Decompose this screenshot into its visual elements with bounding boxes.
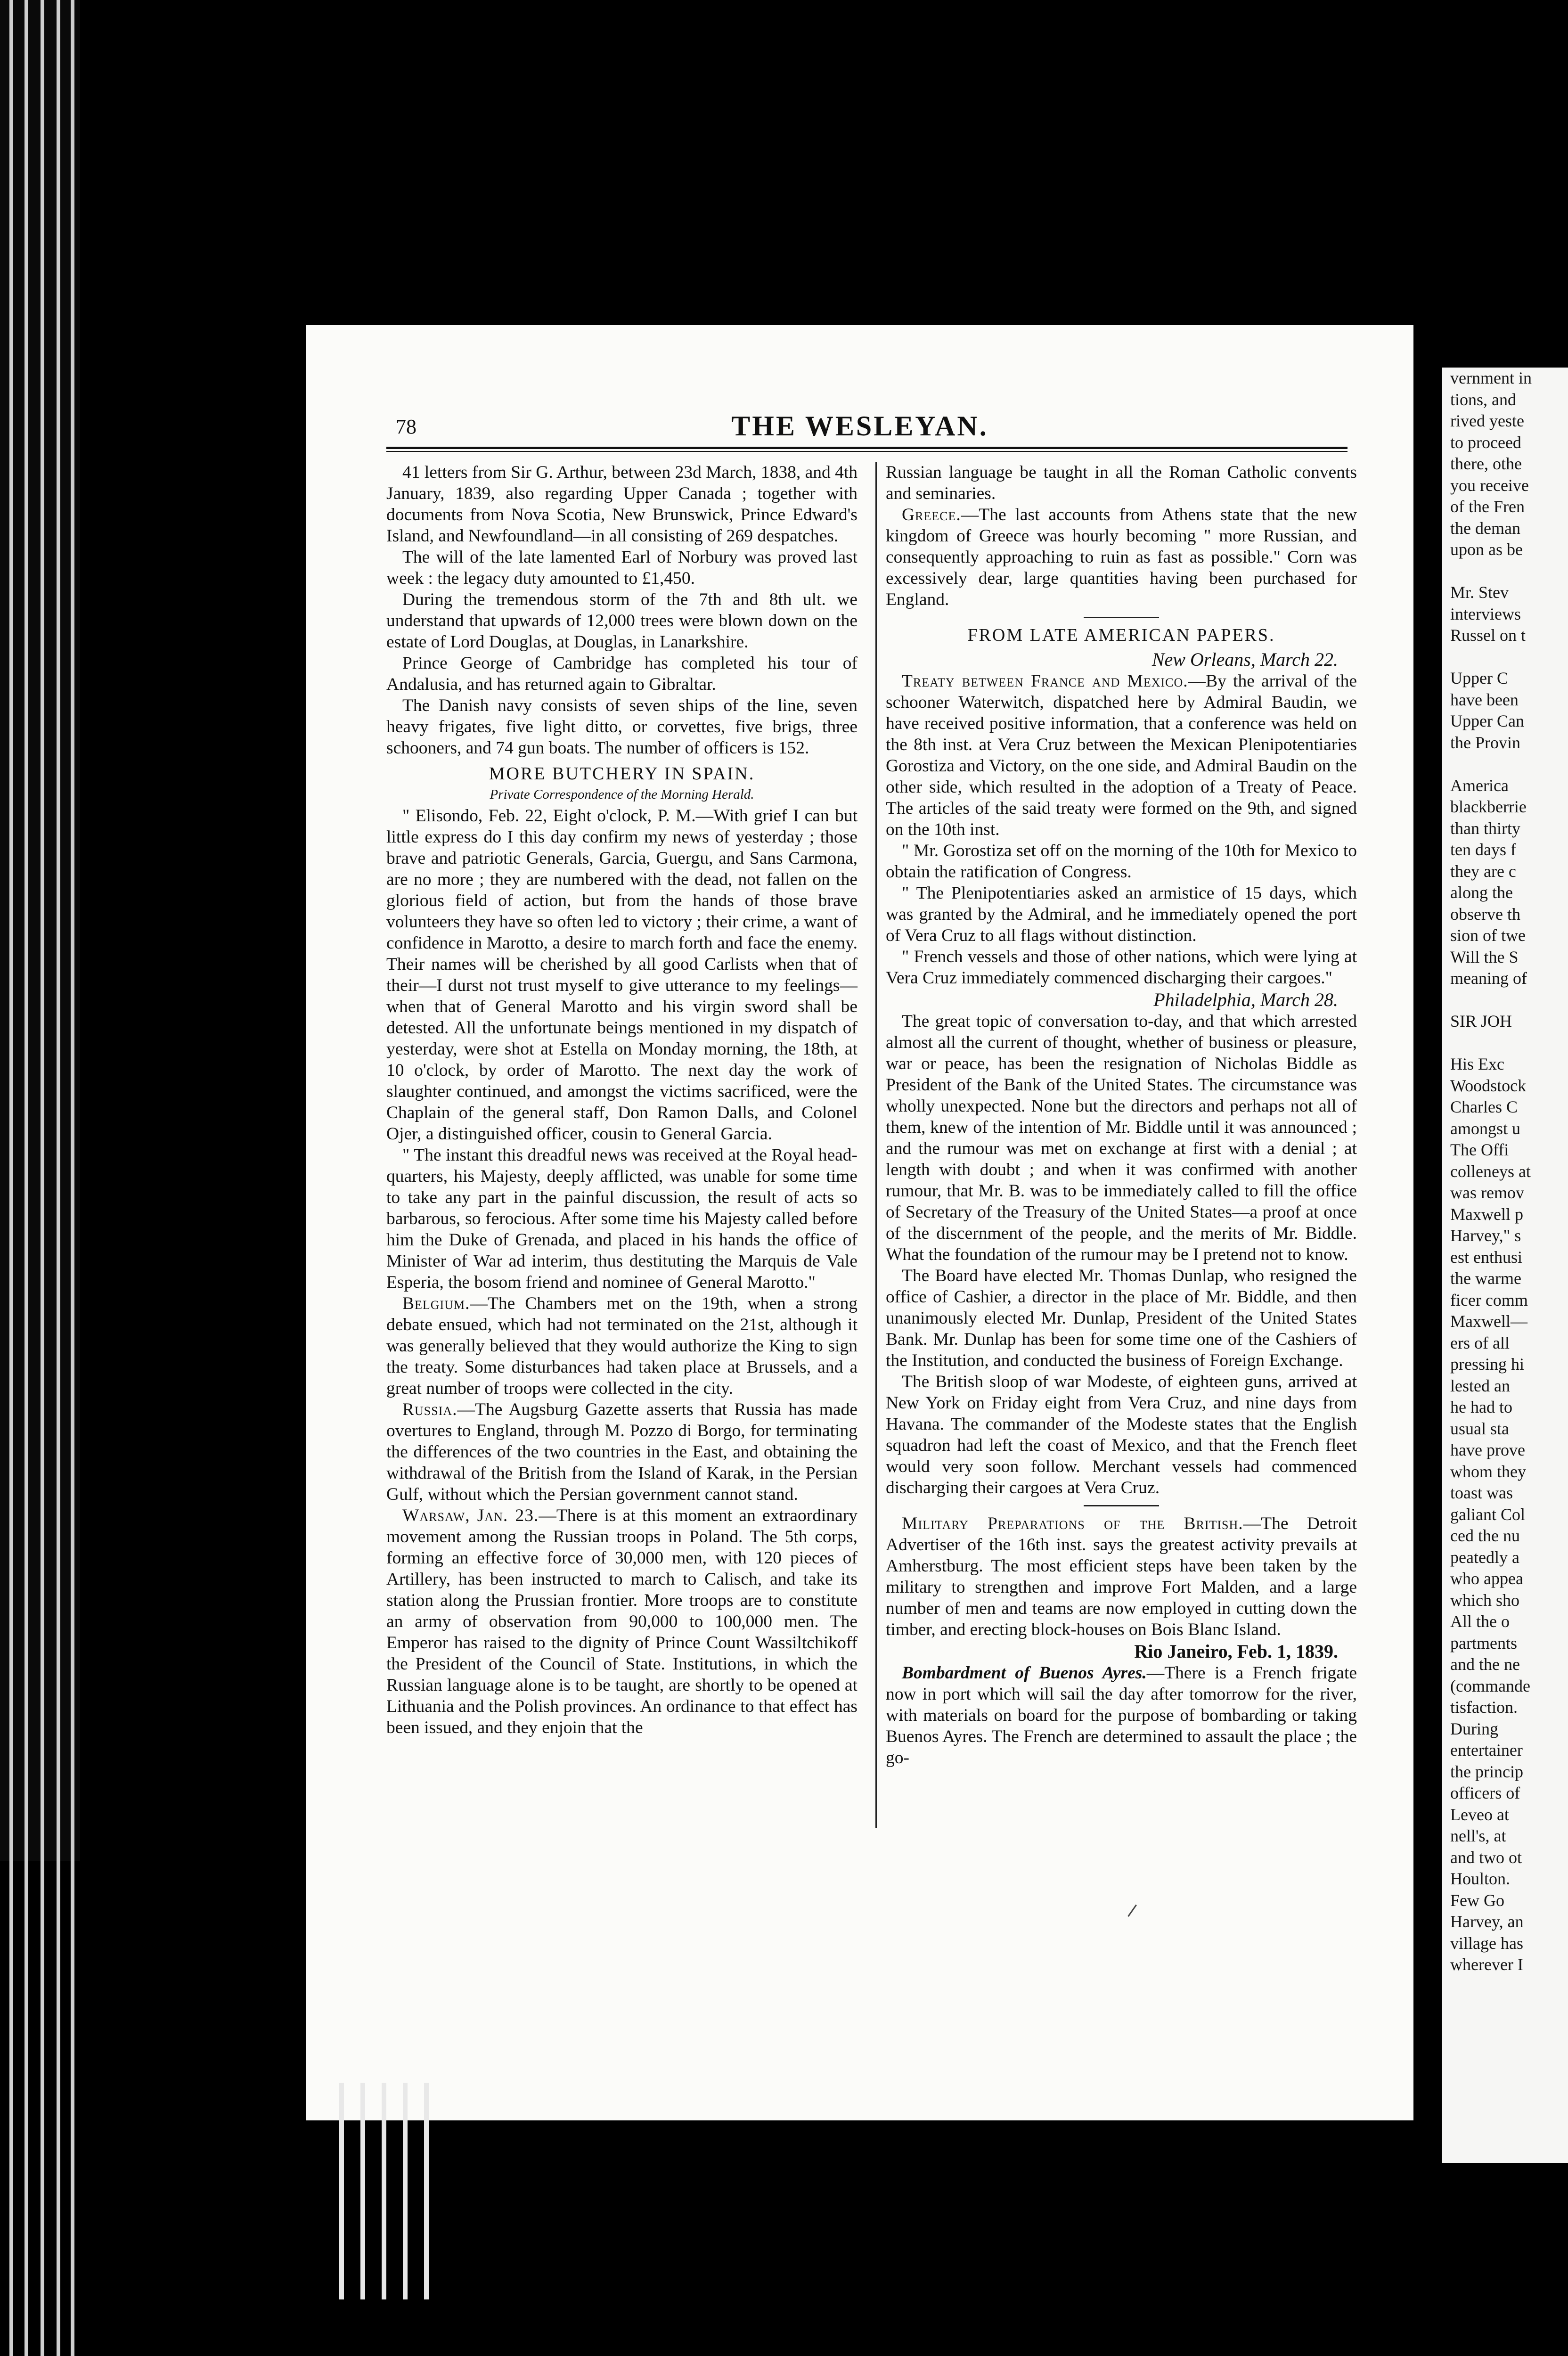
adjacent-page-line: the princip	[1450, 1762, 1523, 1781]
section-heading: FROM LATE AMERICAN PAPERS.	[967, 625, 1275, 645]
column-divider	[875, 462, 877, 1828]
adjacent-page-line: America	[1450, 776, 1509, 795]
adjacent-page-line: peatedly a	[1450, 1547, 1519, 1567]
adjacent-page-line: was remov	[1450, 1183, 1524, 1202]
adjacent-page-line: entertainer	[1450, 1741, 1523, 1759]
adjacent-page-edge-left	[0, 0, 80, 1861]
paragraph-lead: Russia.	[402, 1400, 457, 1419]
adjacent-page-line: partments	[1450, 1633, 1517, 1652]
adjacent-page-line: est enthusi	[1450, 1247, 1522, 1267]
adjacent-page-line: vernment in	[1450, 368, 1532, 387]
adjacent-page-line: who appea	[1450, 1569, 1523, 1588]
pencil-mark	[1127, 1905, 1143, 1922]
adjacent-page-line	[1442, 561, 1568, 582]
paragraph-text: —The Detroit Advertiser of the 16th inst. says the greatest activity prevails at Amherstburg. The most efficient steps have been taken by the military to strengthen and improve Fort Malden, and a large number of men and teams are now employed in cutting down the timber, and erecting block-houses on Bois Blanc Island.	[886, 1514, 1357, 1639]
paragraph-lead: Belgium.	[402, 1294, 470, 1313]
paragraph-lead: Treaty between France and Mexico.	[902, 671, 1188, 691]
paragraph-lead: Greece.	[902, 505, 961, 524]
paragraph-text: —By the arrival of the schooner Waterwitch, dispatched here by Admiral Baudin, we have received positive information, that a conference was held on the 8th inst. at Vera Cruz between the Mexican Plenipotentiaries Gorostiza and Victory, on the one side, and Admiral Baudin on the other side, which resulted in the adoption of a Treaty of Peace. The articles of the said treaty were formed on the 9th, and signed on the 10th inst.	[886, 671, 1357, 839]
adjacent-page-line: Russel on t	[1450, 626, 1526, 645]
paragraph-lead: Military Preparations of the British.	[902, 1514, 1243, 1533]
adjacent-page-line: Maxwell—	[1450, 1312, 1527, 1331]
masthead: THE WESLEYAN.	[731, 410, 988, 442]
section-heading: MORE BUTCHERY IN SPAIN.	[489, 764, 755, 784]
adjacent-page-text	[1442, 368, 1568, 1976]
article-paragraph	[386, 1293, 858, 1399]
dateline: New Orleans, March 22.	[1152, 649, 1338, 670]
adjacent-page-line: Few Go	[1450, 1890, 1504, 1910]
article-paragraph: The will of the late lamented Earl of Norbury was proved last week : the legacy duty amounted to £1,450.	[386, 548, 858, 588]
adjacent-page-line: ced the nu	[1450, 1526, 1520, 1545]
paragraph-text: —There is at this moment an extraordinary movement among the Russian troops in Poland. The 5th corps, forming an effective force of 30,000 men, with 120 pieces of Artillery, has been instructed to march to Calisch, and take its station along the Prussian frontier. More troops are to constitute an army of observation from 90,000 to 100,000 men. The Emperor has raised to the dignity of Prince Count Wassiltchikoff the President of the Council of State. Institutions, in which the Russian language alone is to be taught, are shortly to be opened at Lithuania and the Polish provinces. An ordinance to that effect has been issued, and they enjoin that the	[386, 1506, 858, 1737]
adjacent-page-line: observe th	[1450, 904, 1520, 924]
adjacent-page-line: Woodstock	[1450, 1076, 1527, 1095]
adjacent-page-line: than thirty	[1450, 818, 1520, 838]
adjacent-page-line: (commande	[1450, 1676, 1530, 1695]
adjacent-page-line: the deman	[1450, 518, 1520, 538]
adjacent-page-line	[1442, 646, 1568, 668]
adjacent-page-line: nell's, at	[1450, 1826, 1506, 1845]
adjacent-page-line	[1442, 753, 1568, 775]
adjacent-page-line: sion of twe	[1450, 926, 1526, 945]
paragraph-text: —The Chambers met on the 19th, when a strong debate ensued, which had not terminated on the 21st, although it was generally believed that they would authorize the King to sign the treaty. Some disturbances had taken place at Brussels, and a great number of troops were collected in the city.	[386, 1294, 858, 1398]
paragraph-lead: Bombardment of Buenos Ayres.	[902, 1663, 1147, 1683]
adjacent-page-line: All the o	[1450, 1612, 1510, 1631]
dateline: Philadelphia, March 28.	[1153, 989, 1338, 1010]
adjacent-page-line: usual sta	[1450, 1419, 1509, 1438]
adjacent-page-line: which sho	[1450, 1590, 1519, 1610]
article-paragraph	[386, 1399, 858, 1505]
adjacent-page-line: have been	[1450, 690, 1519, 709]
adjacent-page-line: His Exc	[1450, 1055, 1504, 1073]
article-paragraph: The British sloop of war Modeste, of eighteen guns, arrived at New York on Friday eight from Vera Cruz, and nine days from Havana. The commander of the Modeste states that the English squadron had left the coast of Mexico, and that the French fleet would very soon follow. Merchant vessels had commenced discharging their cargoes at Vera Cruz.	[886, 1372, 1357, 1497]
adjacent-page-line: upon as be	[1450, 540, 1523, 559]
adjacent-page-line: Harvey," s	[1450, 1226, 1521, 1245]
adjacent-page-line: there, othe	[1450, 454, 1522, 473]
adjacent-page-line: wherever I	[1450, 1955, 1523, 1974]
article-paragraph: " French vessels and those of other nations, which were lying at Vera Cruz immediately commenced discharging their cargoes."	[886, 947, 1357, 988]
adjacent-page-line: along the	[1450, 883, 1513, 902]
adjacent-page-line: they are c	[1450, 861, 1516, 881]
article-paragraph	[886, 671, 1357, 840]
adjacent-page-line: Leveo at	[1450, 1805, 1509, 1824]
adjacent-page-line: Mr. Stev	[1450, 583, 1509, 602]
adjacent-page-line: and two ot	[1450, 1848, 1522, 1867]
adjacent-page-line: whom they	[1450, 1462, 1526, 1481]
article-paragraph: " The Plenipotentiaries asked an armistice of 15 days, which was granted by the Admiral, and he immediately opened the port of Vera Cruz to all flags without distinction.	[886, 884, 1357, 945]
adjacent-page-line: of the Fren	[1450, 497, 1525, 516]
newspaper-page	[306, 325, 1413, 2120]
article-paragraph: During the tremendous storm of the 7th and 8th ult. we understand that upwards of 12,000 trees were blown down on the estate of Lord Douglas, at Douglas, in Lanarkshire.	[386, 590, 858, 652]
adjacent-page-line: During	[1450, 1719, 1498, 1738]
adjacent-page-line: Upper Can	[1450, 712, 1524, 730]
adjacent-page-line: galiant Col	[1450, 1505, 1525, 1524]
adjacent-page-line: interviews	[1450, 604, 1521, 623]
binding-edge-marks	[335, 2083, 438, 2299]
article-paragraph: Prince George of Cambridge has completed his tour of Andalusia, and has returned again to Gibraltar.	[386, 654, 858, 694]
paragraph-text: —The last accounts from Athens state that the new kingdom of Greece was hourly becoming " more Russian, and consequently approaching to ruin as fast as possible." Corn was excessively dear, large quantities having been purchased for England.	[886, 505, 1357, 609]
adjacent-page-line: rived yeste	[1450, 411, 1524, 430]
adjacent-page-line: officers of	[1450, 1783, 1520, 1802]
adjacent-page-right	[1442, 368, 1568, 2163]
adjacent-page-line: the warme	[1450, 1269, 1521, 1288]
column-left	[386, 462, 858, 1738]
article-paragraph: 41 letters from Sir G. Arthur, between 23d March, 1838, and 4th January, 1839, also regarding Upper Canada ; together with documents from Nova Scotia, New Brunswick, Prince Edward's Island, and Newfoundland—in all consisting of 269 despatches.	[386, 463, 858, 546]
paragraph-text: —There is a French frigate now in port which will sail the day after tomorrow for the river, with materials on board for the purpose of bombarding or taking Buenos Ayres. The French are determined to assault the place ; the go-	[886, 1663, 1357, 1767]
adjacent-page-line: Charles C	[1450, 1097, 1518, 1116]
header-rule	[386, 447, 1348, 452]
adjacent-page-line: you receive	[1450, 475, 1529, 495]
separator-rule	[1084, 617, 1159, 618]
article-paragraph: " Elisondo, Feb. 22, Eight o'clock, P. M.—With grief I can but little express do I this day confirm my news of yesterday ; those brave and patriotic Generals, Garcia, Guergu, and Sans Carmona, are no more ; they are numbered with the dead, not fallen on the glorious field of action, but from the hands of those brave volunteers they have so often led to victory ; their crime, a want of confidence in Marotto, a desire to march forth and face the enemy. Their names will be cherished by all good Carlists when that of their—I durst not trust myself to give utterance to my feelings—when that of General Marotto and his virgin sword shall be detested. All the unfortunate beings mentioned in my dispatch of yesterday, were shot at Estella on Monday morning, the 18th, at 10 o'clock, by order of Marotto. The next day the work of slaughter continued, and amongst the victims sacrificed, were the Chaplain of the general staff, Don Ramon Dalls, and Colonel Ojer, a distinguished officer, cousin to General Garcia.	[386, 806, 858, 1144]
adjacent-page-line: Harvey, an	[1450, 1912, 1524, 1931]
adjacent-page-line: he had to	[1450, 1398, 1512, 1416]
article-paragraph: The Board have elected Mr. Thomas Dunlap, who resigned the office of Cashier, a director in the place of Mr. Biddle, and then unanimously elected Mr. Dunlap, President of the United States Bank. Mr. Dunlap has been for some time one of the Cashiers of the Institution, and conducted the business of Foreign Exchange.	[886, 1266, 1357, 1370]
article-paragraph	[886, 1662, 1357, 1768]
adjacent-page-line: toast was	[1450, 1483, 1513, 1502]
adjacent-page-line: colleneys at	[1450, 1162, 1531, 1181]
paragraph-text: —The Augsburg Gazette asserts that Russia has made overtures to England, through M. Pozzo di Borgo, for terminating the differences of the two countries in the East, and obtaining the withdrawal of the British from the Island of Karak, in the Persian Gulf, without which the Persian government cannot stand.	[386, 1400, 858, 1504]
dateline: Rio Janeiro, Feb. 1, 1839.	[1134, 1641, 1338, 1662]
adjacent-page-line: Will the S	[1450, 947, 1519, 966]
adjacent-page-line: village has	[1450, 1933, 1523, 1953]
article-paragraph: " The instant this dreadful news was received at the Royal head-quarters, his Majesty, deeply afflicted, was unable for some time to take any part in the painful discussion, the result of acts so barbarous, so ferocious. After some time his Majesty called before him the Duke of Grenada, and placed in his hands the office of Minister of War ad interim, thus destituting the Marquis de Vale Esperia, the bosom friend and nominee of General Marotto."	[386, 1145, 858, 1292]
adjacent-page-line: SIR JOH	[1450, 1012, 1512, 1031]
section-subheading: Private Correspondence of the Morning Herald.	[490, 787, 754, 802]
adjacent-page-line: the Provin	[1450, 733, 1520, 752]
adjacent-page-line	[1442, 1032, 1568, 1054]
adjacent-page-line: Upper C	[1450, 669, 1508, 687]
adjacent-page-line: tions, and	[1450, 390, 1516, 409]
article-paragraph: " Mr. Gorostiza set off on the morning of the 10th for Mexico to obtain the ratification of Congress.	[886, 841, 1357, 882]
adjacent-page-line: lested an	[1450, 1376, 1510, 1395]
adjacent-page-line: The Offi	[1450, 1140, 1509, 1159]
adjacent-page-line: meaning of	[1450, 969, 1527, 988]
article-paragraph: Russian language be taught in all the Roman Catholic convents and seminaries.	[886, 463, 1357, 503]
adjacent-page-line: pressing hi	[1450, 1355, 1524, 1374]
article-paragraph	[886, 504, 1357, 610]
adjacent-page-line: ficer comm	[1450, 1290, 1528, 1309]
adjacent-page-line: Houlton.	[1450, 1869, 1511, 1888]
adjacent-page-line: ers of all	[1450, 1333, 1510, 1352]
adjacent-page-line: amongst u	[1450, 1119, 1520, 1138]
article-paragraph	[386, 1505, 858, 1738]
adjacent-page-line: ten days f	[1450, 840, 1516, 859]
page-number: 78	[396, 415, 416, 438]
column-right	[886, 462, 1357, 1768]
adjacent-page-line: blackberrie	[1450, 797, 1527, 816]
adjacent-page-line: Maxwell p	[1450, 1204, 1523, 1224]
article-paragraph: The Danish navy consists of seven ships of the line, seven heavy frigates, five light ditto, or corvettes, five brigs, three schooners, and 74 gun boats. The number of officers is 152.	[386, 696, 858, 758]
adjacent-page-line: tisfaction.	[1450, 1698, 1518, 1717]
article-paragraph: The great topic of conversation to-day, and that which arrested almost all the current of thought, whether of business or pleasure, war or peace, has been the resignation of Nicholas Biddle as President of the Bank of the United States. The circumstance was wholly unexpected. None but the directors and perhaps not all of them, knew of the intention of Mr. Biddle until it was announced ; and the rumour was met on exchange at first with a denial ; at length with doubt ; and when it was confirmed with another rumour, that Mr. B. was to be immediately called to fill the office of Secretary of the Treasury of the United States—a proof at once of the discernment of the people, and the merits of Mr. Biddle. What the foundation of the rumour may be I pretend not to know.	[886, 1012, 1357, 1264]
article-paragraph	[886, 1513, 1357, 1640]
separator-rule	[1084, 1505, 1159, 1506]
adjacent-page-line: to proceed	[1450, 433, 1521, 452]
adjacent-page-line: have prove	[1450, 1440, 1525, 1459]
adjacent-page-line: and the ne	[1450, 1655, 1520, 1674]
adjacent-page-line	[1442, 990, 1568, 1011]
paragraph-lead: Warsaw, Jan. 23.	[402, 1506, 539, 1525]
